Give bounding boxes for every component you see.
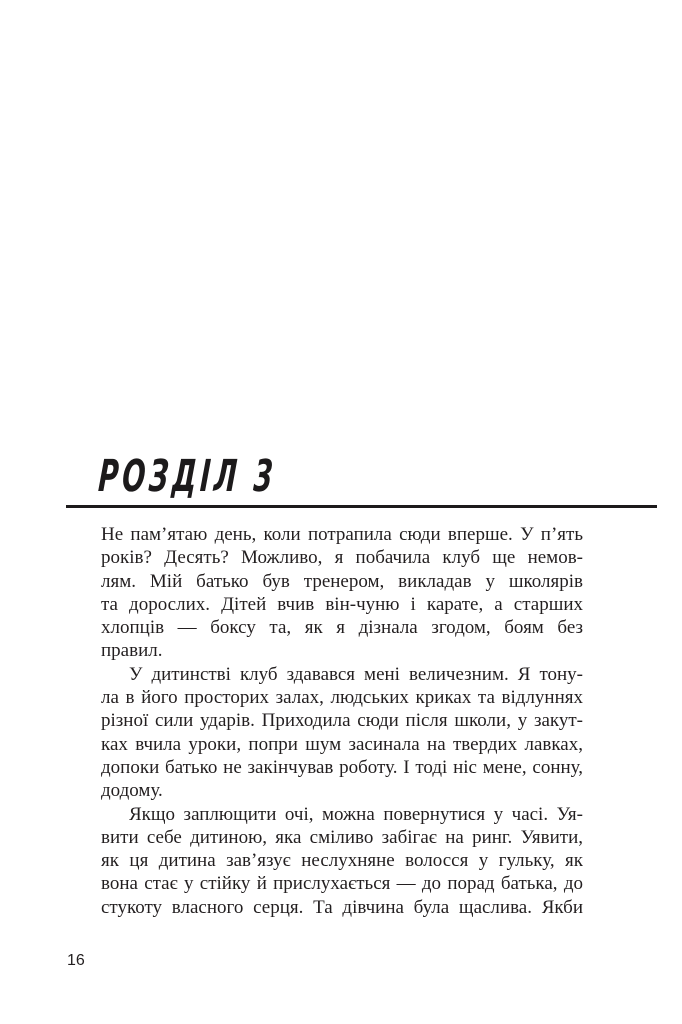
chapter-divider	[66, 505, 657, 508]
text-line: лям. Мій батько був тренером, викладав у школярів	[101, 570, 583, 592]
text-line: У дитинстві клуб здавався мені величезним. Я тону-	[129, 663, 583, 685]
text-line: Не пам’ятаю день, коли потрапила сюди вперше. У п’ять	[101, 524, 583, 545]
text-line: ла в його просторих залах, людських криках та відлуннях	[101, 687, 583, 709]
text-line: вити себе дитиною, яка сміливо забігає на ринг. Уявити,	[101, 826, 583, 848]
text-line: додому.	[101, 780, 163, 802]
chapter-title: РОЗДІЛ 3	[96, 451, 279, 502]
text-line: правил.	[101, 640, 163, 662]
text-line: та дорослих. Дітей вчив він-чуню і карате, а старших	[101, 593, 583, 615]
text-line: різної сили ударів. Приходила сюди після школи, у закут-	[101, 710, 583, 732]
text-line: ках вчила уроки, попри шум засинала на твердих лавках,	[101, 733, 583, 755]
text-line: допоки батько не закінчував роботу. І тоді ніс мене, сонну,	[101, 756, 583, 778]
text-line: років? Десять? Можливо, я побачила клуб ще немов-	[101, 547, 583, 569]
text-line: вона стає у стійку й прислухається — до порад батька, до	[101, 873, 583, 895]
text-line: Якщо заплющити очі, можна повернутися у часі. Уя-	[129, 803, 583, 825]
page-number: 16	[67, 952, 85, 969]
body-text	[101, 523, 583, 919]
text-line: стукоту власного серця. Та дівчина була щаслива. Якби	[101, 896, 583, 918]
text-line: хлопців — боксу та, як я дізнала згодом, боям без	[101, 617, 583, 639]
text-line: як ця дитина зав’язує неслухняне волосся у гульку, як	[101, 850, 583, 872]
